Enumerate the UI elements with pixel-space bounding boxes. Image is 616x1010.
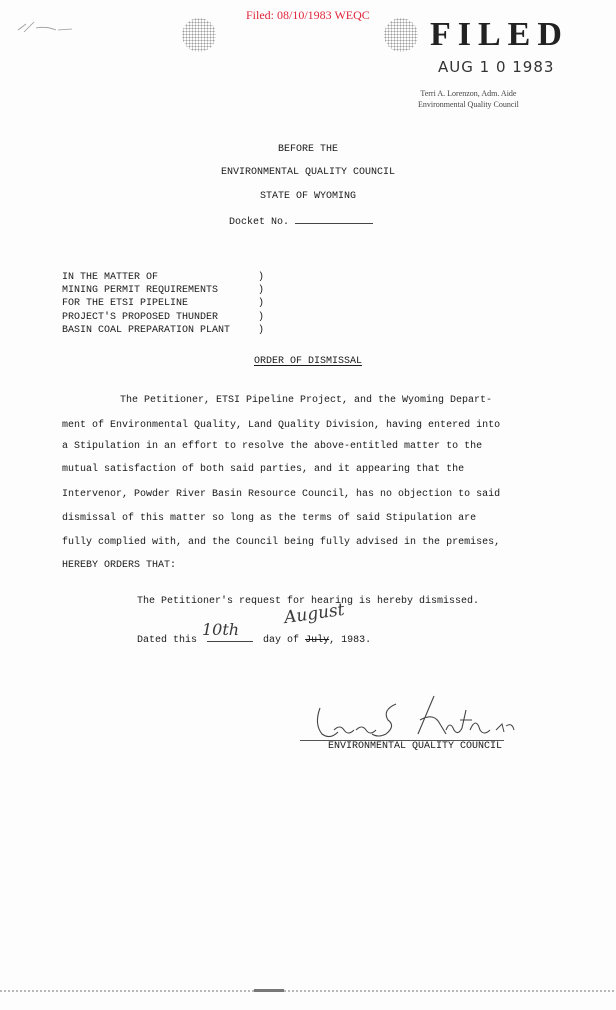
docket-number — [229, 214, 373, 228]
heading-council: ENVIRONMENTAL QUALITY COUNCIL — [220, 167, 396, 178]
heading-before: BEFORE THE — [277, 144, 338, 155]
case-caption — [62, 271, 268, 337]
filed-stamp-clerk-office: Environmental Quality Council — [418, 100, 519, 109]
body-line: The Petitioner, ETSI Pipeline Project, and the Wyoming Depart- — [120, 395, 493, 406]
signature-title: ENVIRONMENTAL QUALITY COUNCIL — [328, 741, 503, 752]
caption-line: IN THE MATTER OF — [62, 272, 159, 283]
caption-row — [62, 311, 268, 324]
punch-hole-left — [182, 18, 216, 52]
caption-bracket: ) — [258, 298, 265, 310]
caption-row — [62, 271, 268, 284]
body-line: a Stipulation in an effort to resolve the above-entitled matter to the — [62, 441, 483, 452]
caption-line: MINING PERMIT REQUIREMENTS — [62, 285, 219, 297]
order-statement: The Petitioner's request for hearing is hereby dismissed. — [137, 596, 480, 607]
scan-bottom-edge — [0, 990, 616, 992]
filed-banner: Filed: 08/10/1983 WEQC — [246, 8, 370, 22]
body-line: mutual satisfaction of both said parties, and it appearing that the — [62, 464, 465, 475]
document-title — [0, 356, 616, 367]
document-title-text: ORDER OF DISMISSAL — [253, 356, 363, 367]
body-line: ment of Environmental Quality, Land Quality Division, having entered into — [62, 420, 501, 431]
handwritten-month: August — [282, 599, 346, 629]
filed-stamp-clerk-name: Terri A. Lorenzon, Adm. Aide — [420, 89, 517, 98]
dated-line — [137, 631, 371, 646]
docket-blank — [295, 214, 373, 224]
filed-stamp-word: FILED — [430, 16, 569, 53]
body-line: dismissal of this matter so long as the terms of said Stipulation are — [62, 513, 477, 524]
heading-state: STATE OF WYOMING — [259, 191, 356, 202]
caption-bracket: ) — [258, 272, 265, 283]
scan-bottom-mark — [254, 989, 284, 992]
body-line: Intervenor, Powder River Basin Resource Council, has no objection to said — [62, 489, 501, 500]
caption-bracket: ) — [258, 311, 265, 323]
dated-middle: day of — [263, 635, 300, 646]
caption-row — [62, 297, 268, 310]
scan-mark — [16, 18, 76, 38]
dated-year: , 1983. — [329, 635, 372, 646]
caption-line: BASIN COAL PREPARATION PLANT — [62, 324, 231, 336]
body-line: HEREBY ORDERS THAT: — [62, 560, 177, 571]
body-line: fully complied with, and the Council being fully advised in the premises, — [62, 537, 501, 548]
caption-bracket: ) — [258, 324, 265, 336]
caption-bracket: ) — [258, 285, 265, 297]
caption-row — [62, 324, 268, 337]
caption-row — [62, 284, 268, 297]
handwritten-day: 10th — [202, 620, 240, 639]
signature-scribble — [300, 690, 530, 745]
struck-month: July — [305, 635, 330, 646]
dated-prefix: Dated this — [137, 635, 198, 646]
filed-stamp — [396, 16, 569, 116]
filed-stamp-clerk — [418, 88, 519, 110]
caption-line: PROJECT'S PROPOSED THUNDER — [62, 311, 219, 323]
filed-stamp-date: AUG 1 0 1983 — [438, 58, 555, 76]
docket-label: Docket No. — [229, 217, 290, 228]
caption-line: FOR THE ETSI PIPELINE — [62, 298, 189, 310]
